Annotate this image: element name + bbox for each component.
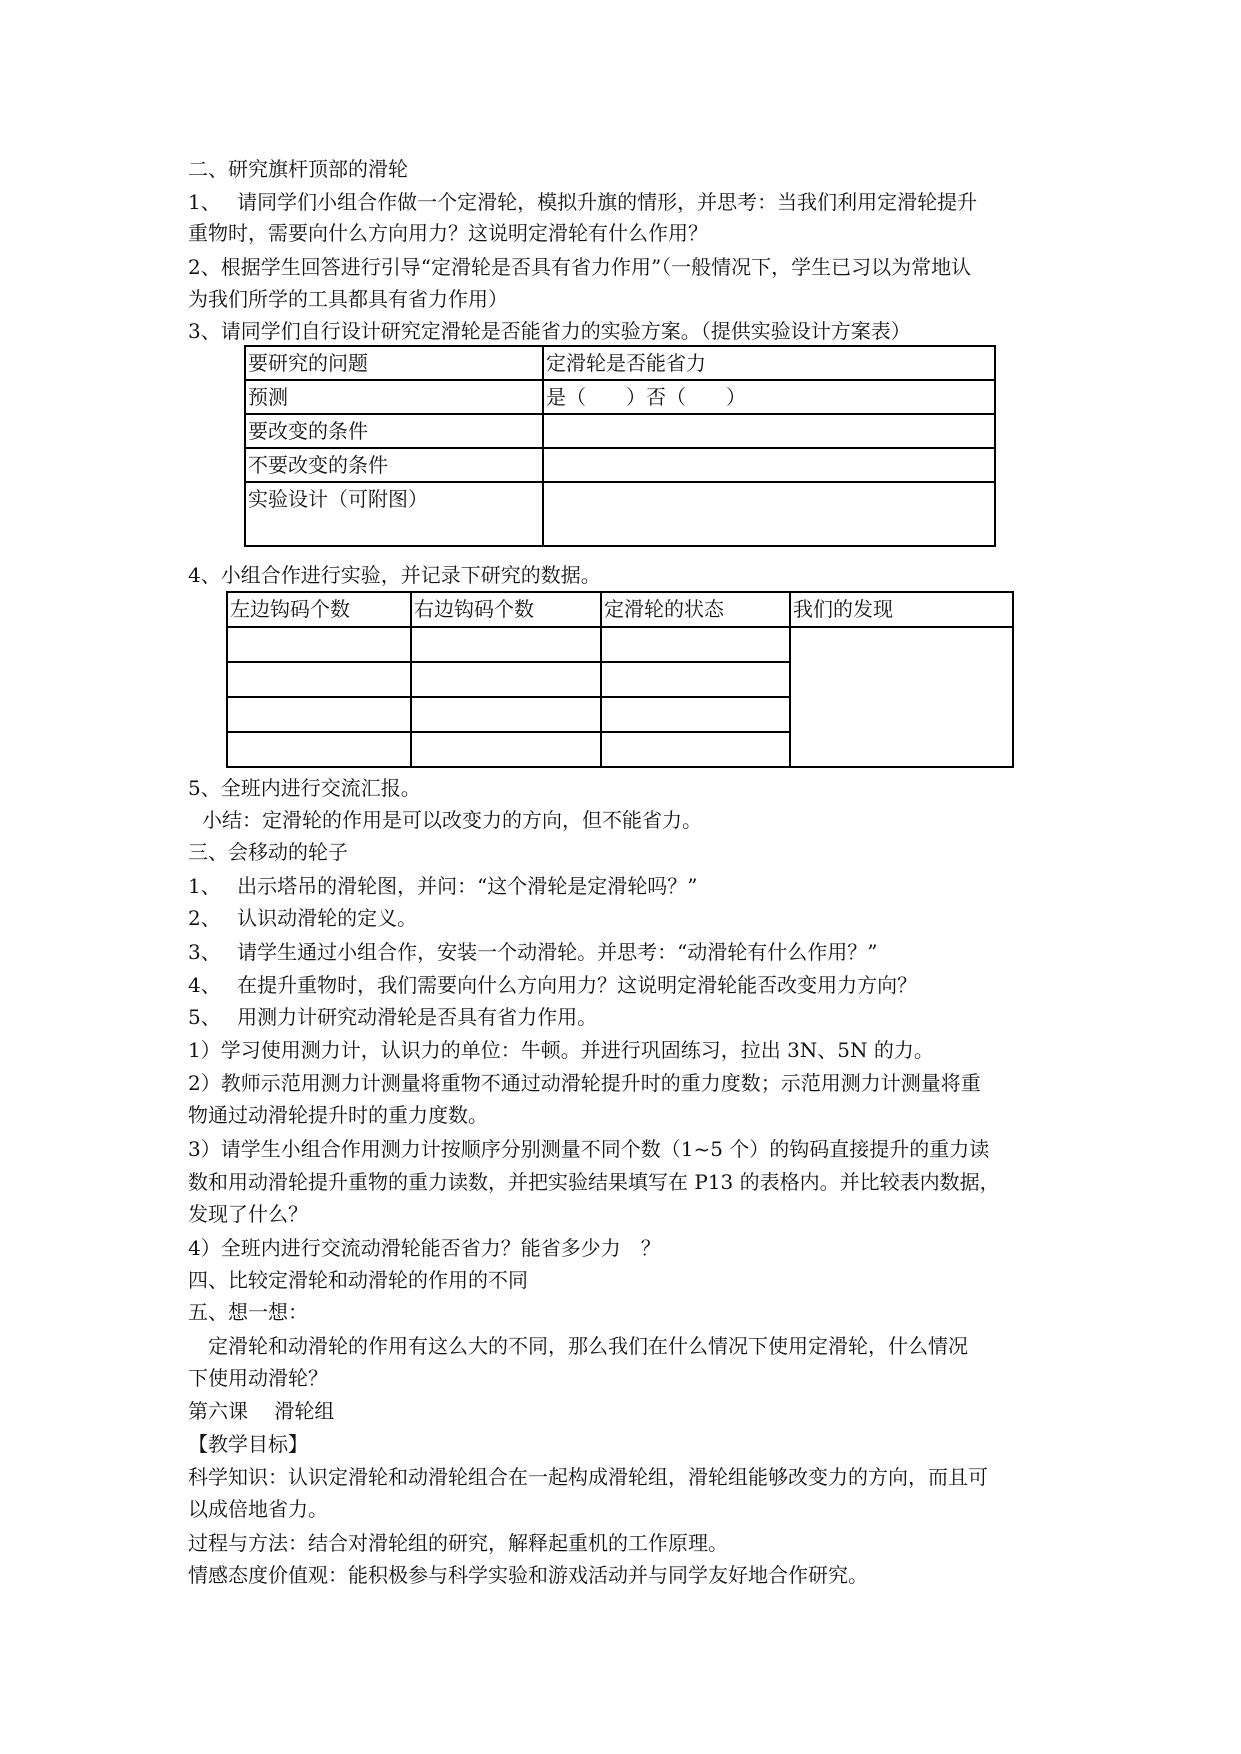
section-heading-4: 四、比较定滑轮和动滑轮的作用的不同 [188, 1268, 528, 1292]
table-row [227, 627, 1013, 662]
table-cell [227, 697, 411, 732]
text-line: 1）学习使用测力计，认识力的单位：牛顿。并进行巩固练习，拉出 3N、5N 的力。 [188, 1038, 934, 1062]
text-line: 2）教师示范用测力计测量将重物不通过动滑轮提升时的重力度数；示范用测力计测量将重 [188, 1071, 981, 1095]
text-line: 过程与方法：结合对滑轮组的研究，解释起重机的工作原理。 [188, 1531, 728, 1555]
table-cell [411, 627, 601, 662]
text-line: 1、 出示塔吊的滑轮图，并问：“这个滑轮是定滑轮吗？” [188, 874, 698, 898]
text-line: 科学知识：认识定滑轮和动滑轮组合在一起构成滑轮组，滑轮组能够改变力的方向，而且可 [188, 1465, 988, 1489]
text-line: 重物时，需要向什么方向用力？这说明定滑轮有什么作用？ [188, 221, 708, 245]
row-label: 要研究的问题 [245, 346, 543, 380]
row-label: 要改变的条件 [245, 414, 543, 448]
text-line: 发现了什么？ [188, 1202, 308, 1226]
text-line: 3、 请学生通过小组合作，安装一个动滑轮。并思考：“动滑轮有什么作用？” [188, 940, 878, 964]
text-line: 4）全班内进行交流动滑轮能否省力？能省多少力 ？ [188, 1236, 661, 1260]
table-cell [227, 732, 411, 767]
column-header: 定滑轮的状态 [601, 592, 790, 627]
text-line: 2、根据学生回答进行引导“定滑轮是否具有省力作用”（一般情况下，学生已习以为常地认 [188, 255, 972, 279]
text-line: 物通过动滑轮提升时的重力度数。 [188, 1103, 488, 1127]
table-row [245, 448, 995, 482]
text-line: 3）请学生小组合作用测力计按顺序分别测量不同个数（1~5 个）的钩码直接提升的重力读 [188, 1137, 990, 1161]
text-line: 情感态度价值观：能积极参与科学实验和游戏活动并与同学友好地合作研究。 [188, 1563, 868, 1587]
table-cell [227, 627, 411, 662]
row-value: 定滑轮是否能省力 [543, 346, 995, 380]
text-line: 以成倍地省力。 [188, 1497, 328, 1521]
table-cell [601, 627, 790, 662]
row-value [543, 448, 995, 482]
text-line: 4、小组合作进行实验，并记录下研究的数据。 [188, 563, 601, 587]
text-line: 为我们所学的工具都具有省力作用） [188, 287, 508, 311]
text-line: 2、 认识动滑轮的定义。 [188, 906, 418, 930]
table-cell [227, 662, 411, 697]
text-line: 定滑轮和动滑轮的作用有这么大的不同，那么我们在什么情况下使用定滑轮，什么情况 [188, 1334, 968, 1358]
text-line: 4、 在提升重物时，我们需要向什么方向用力？这说明定滑轮能否改变用力方向？ [188, 973, 918, 997]
objectives-heading: 【教学目标】 [188, 1432, 308, 1456]
section-heading-5: 五、想一想： [188, 1300, 308, 1324]
table-row [245, 346, 995, 380]
table-row [245, 414, 995, 448]
table-header-row [227, 592, 1013, 627]
row-label: 不要改变的条件 [245, 448, 543, 482]
experiment-design-table [244, 345, 996, 547]
lesson-title: 第六课 滑轮组 [188, 1399, 335, 1423]
text-line: 数和用动滑轮提升重物的重力读数，并把实验结果填写在 P13 的表格内。并比较表内数据， [188, 1170, 1000, 1194]
findings-cell [790, 627, 1013, 767]
column-header: 右边钩码个数 [411, 592, 601, 627]
summary-line: 小结：定滑轮的作用是可以改变力的方向，但不能省力。 [202, 808, 702, 832]
text-line: 3、请同学们自行设计研究定滑轮是否能省力的实验方案。（提供实验设计方案表） [188, 319, 911, 343]
section-heading-2: 二、研究旗杆顶部的滑轮 [188, 157, 408, 181]
table-row [245, 482, 995, 546]
table-cell [411, 662, 601, 697]
table-cell [411, 732, 601, 767]
section-heading-3: 三、会移动的轮子 [188, 840, 348, 864]
row-value: 是（ ）否（ ） [543, 380, 995, 414]
row-label: 实验设计（可附图） [245, 482, 543, 546]
row-label: 预测 [245, 380, 543, 414]
column-header: 左边钩码个数 [227, 592, 411, 627]
row-value [543, 482, 995, 546]
text-line: 5、 用测力计研究动滑轮是否具有省力作用。 [188, 1005, 598, 1029]
column-header: 我们的发现 [790, 592, 1013, 627]
table-cell [601, 732, 790, 767]
text-line: 1、 请同学们小组合作做一个定滑轮，模拟升旗的情形，并思考：当我们利用定滑轮提升 [188, 190, 978, 214]
table-cell [601, 697, 790, 732]
text-line: 下使用动滑轮？ [188, 1366, 328, 1390]
text-line: 5、全班内进行交流汇报。 [188, 776, 421, 800]
table-cell [601, 662, 790, 697]
experiment-data-table [226, 591, 1014, 768]
row-value [543, 414, 995, 448]
table-row [245, 380, 995, 414]
table-cell [411, 697, 601, 732]
